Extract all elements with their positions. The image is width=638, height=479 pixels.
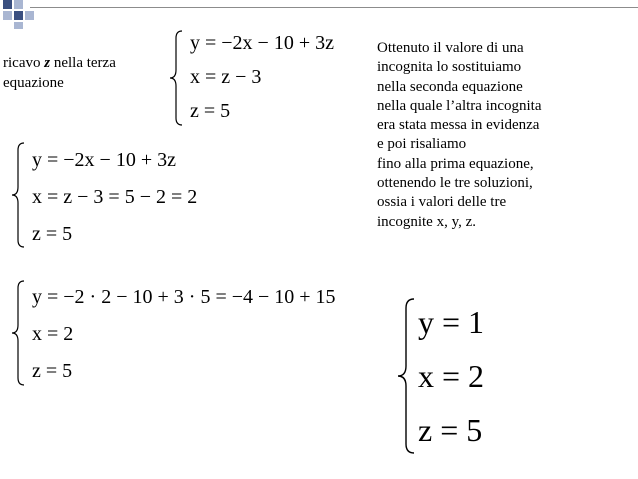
- system-2: [10, 140, 260, 250]
- header-rule: [30, 7, 638, 8]
- solution-z: z = 5: [418, 412, 483, 448]
- equation-3: z = 5: [190, 100, 231, 122]
- decorative-squares: [0, 0, 42, 30]
- brace-icon: [10, 140, 28, 250]
- system-1: [168, 28, 368, 128]
- equation-1: y = −2x − 10 + 3z: [190, 32, 334, 54]
- brace-icon: [10, 278, 28, 388]
- equation-3: z = 5: [32, 360, 73, 382]
- equation-2: x = z − 3 = 5 − 2 = 2: [32, 186, 198, 208]
- solution-y: y = 1: [418, 304, 485, 340]
- brace-icon: [168, 28, 186, 128]
- equation-1: y = −2x − 10 + 3z: [32, 149, 176, 171]
- equation-2: x = z − 3: [190, 66, 262, 88]
- solution-system: [396, 296, 596, 456]
- solution-x: x = 2: [418, 358, 485, 394]
- equation-2: x = 2: [32, 323, 74, 345]
- equation-3: z = 5: [32, 223, 73, 245]
- explanation-text: Ottenuto il valore di una incognita lo sostituiamo nella seconda equazione nella quale l’altra incognita era stata messa in evidenza e poi risaliamo fino alla prima equazione, ottenendo le tre soluzioni, ossia i valori delle tre incognite x, y, z.: [377, 40, 542, 230]
- left-note: ricavo z nella terza equazione: [3, 55, 116, 91]
- system-3: [10, 278, 380, 388]
- equation-1: y = −2 · 2 − 10 + 3 · 5 = −4 − 10 + 15: [32, 286, 336, 308]
- brace-icon: [396, 296, 418, 456]
